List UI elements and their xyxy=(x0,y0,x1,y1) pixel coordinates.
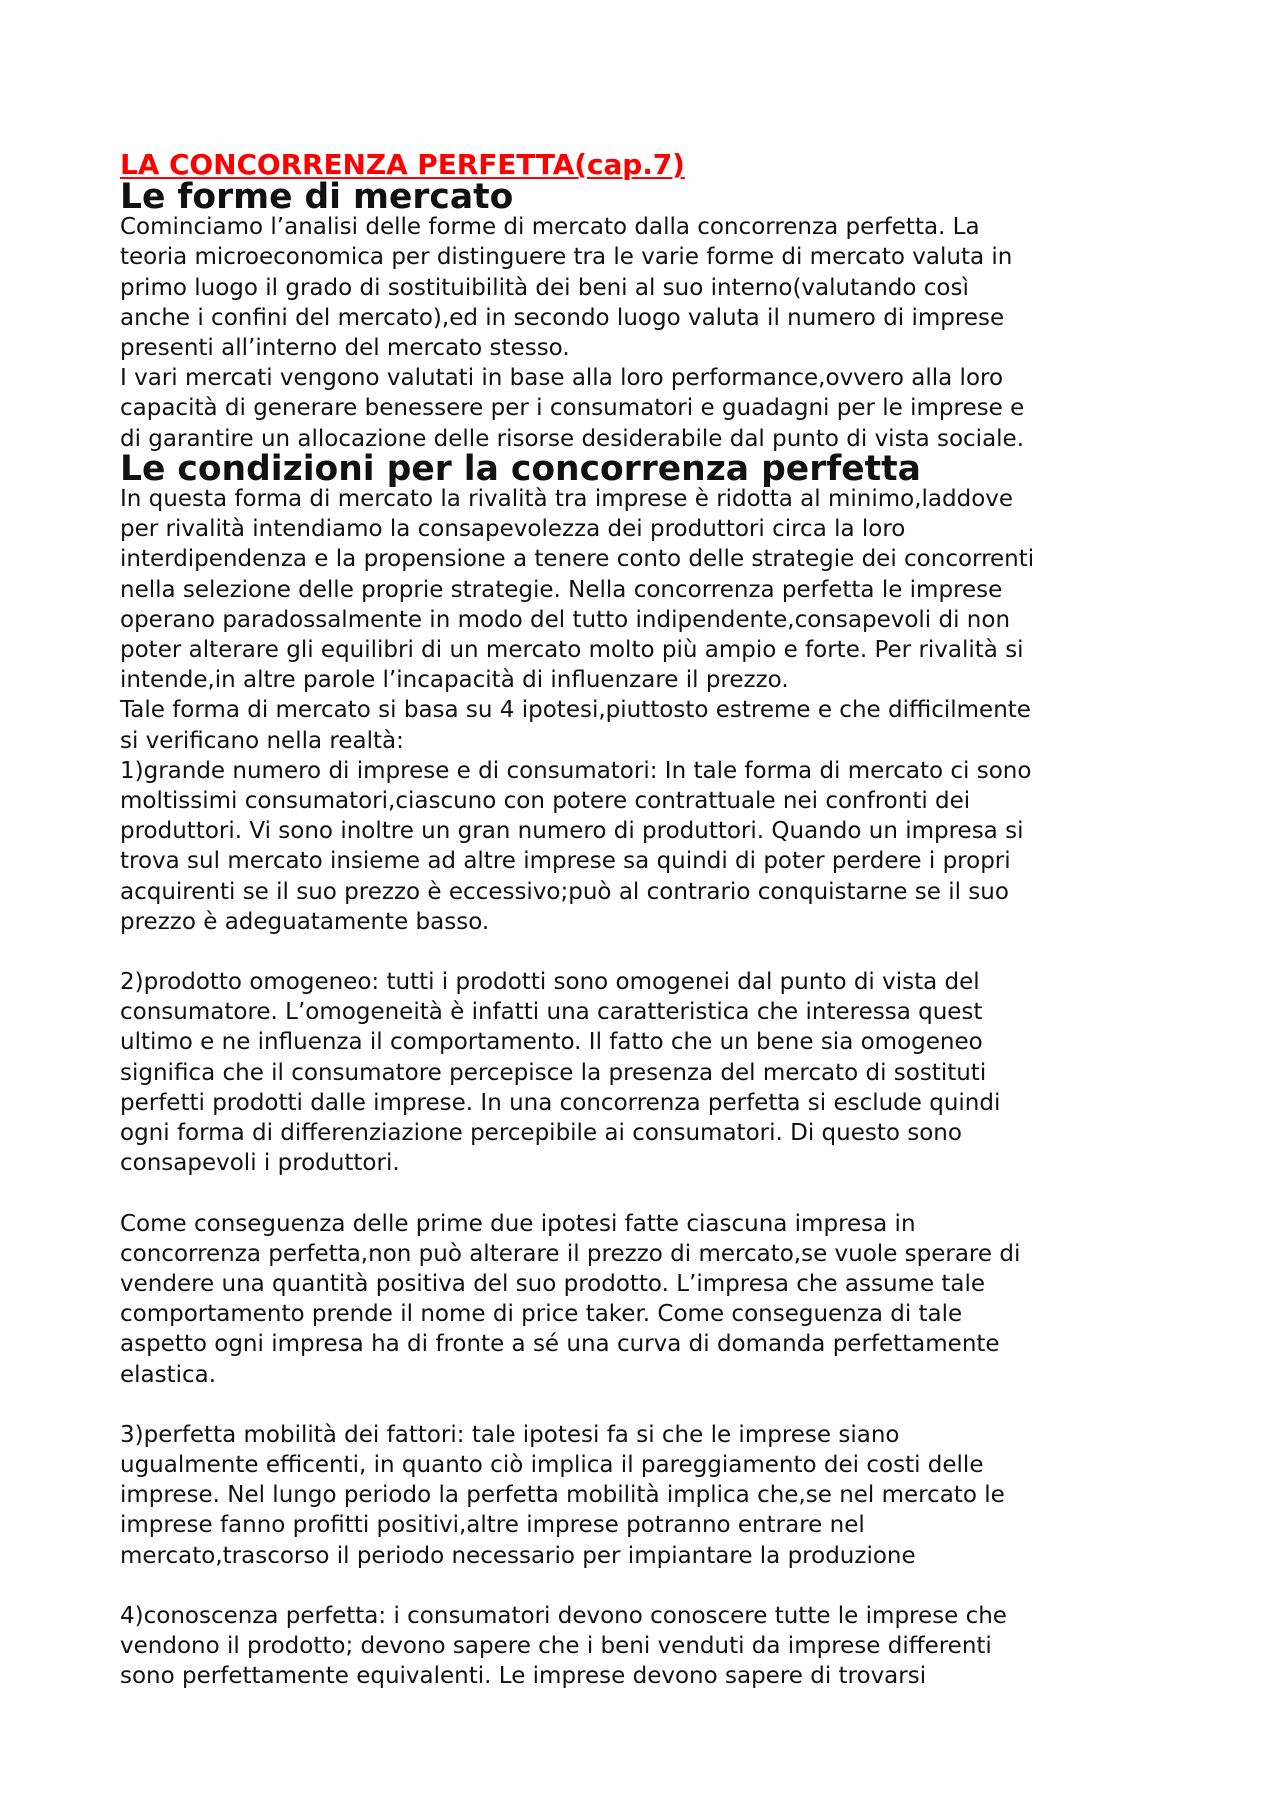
text-line: consumatore. L’omogeneità è infatti una caratteristica che interessa quest xyxy=(120,999,983,1026)
text-line: per rivalità intendiamo la consapevolezza dei produttori circa la loro xyxy=(120,516,906,543)
text-line: acquirenti se il suo prezzo è eccessivo;può al contrario conquistarne se il suo xyxy=(120,878,1009,905)
text-line: moltissimi consumatori,ciascuno con potere contrattuale nei confronti dei xyxy=(120,788,971,815)
text-line: operano paradossalmente in modo del tutto indipendente,consapevoli di non xyxy=(120,606,1011,633)
text-line: sono perfettamente equivalenti. Le imprese devono sapere di trovarsi xyxy=(120,1663,927,1690)
text-line: vendere una quantità positiva del suo prodotto. L’impresa che assume tale xyxy=(120,1270,986,1297)
text-line: concorrenza perfetta,non può alterare il prezzo di mercato,se vuole sperare di xyxy=(120,1240,1021,1267)
text-line: 3)perfetta mobilità dei fattori: tale ipotesi fa si che le imprese siano xyxy=(120,1421,900,1448)
paragraph xyxy=(120,363,1180,454)
text-line: trova sul mercato insieme ad altre imprese sa quindi di poter perdere i propri xyxy=(120,848,1011,875)
text-line: Tale forma di mercato si basa su 4 ipotesi,piuttosto estreme e che difficilmente xyxy=(120,697,1031,724)
text-line: aspetto ogni impresa ha di fronte a sé una curva di domanda perfettamente xyxy=(120,1331,1000,1358)
paragraph xyxy=(120,1601,1180,1692)
text-line: produttori. Vi sono inoltre un gran numero di produttori. Quando un impresa si xyxy=(120,818,1024,845)
text-line: di garantire un allocazione delle risorse desiderabile dal punto di vista sociale. xyxy=(120,425,1025,452)
text-line: mercato,trascorso il periodo necessario per impiantare la produzione xyxy=(120,1542,916,1569)
text-line: imprese. Nel lungo periodo la perfetta mobilità implica che,se nel mercato le xyxy=(120,1482,1005,1509)
text-line: prezzo è adeguatamente basso. xyxy=(120,908,490,935)
paragraph xyxy=(120,212,1180,363)
text-line: imprese fanno profitti positivi,altre imprese potranno entrare nel xyxy=(120,1512,865,1539)
text-line: significa che il consumatore percepisce la presenza del mercato di sostituti xyxy=(120,1059,987,1086)
text-line: I vari mercati vengono valutati in base alla loro performance,ovvero alla loro xyxy=(120,365,1004,392)
text-line: presenti all’interno del mercato stesso. xyxy=(120,335,570,362)
text-line: perfetti prodotti dalle imprese. In una concorrenza perfetta si esclude quindi xyxy=(120,1089,1001,1116)
paragraph xyxy=(120,756,1180,937)
text-line: primo luogo il grado di sostituibilità dei beni al suo interno(valutando così xyxy=(120,274,969,301)
document-body xyxy=(120,177,1180,1691)
section-heading: Le forme di mercato xyxy=(120,177,514,217)
text-line: interdipendenza e la propensione a tenere conto delle strategie dei concorrenti xyxy=(120,546,1035,573)
document-title: LA CONCORRENZA PERFETTA(cap.7) xyxy=(120,148,685,181)
text-line: si verificano nella realtà: xyxy=(120,727,404,754)
document-page xyxy=(120,148,1180,1691)
text-line: 1)grande numero di imprese e di consumatori: In tale forma di mercato ci sono xyxy=(120,757,1032,784)
text-line: intende,in altre parole l’incapacità di influenzare il prezzo. xyxy=(120,667,789,694)
text-line: 2)prodotto omogeneo: tutti i prodotti sono omogenei dal punto di vista del xyxy=(120,969,980,996)
text-line: In questa forma di mercato la rivalità tra imprese è ridotta al minimo,laddove xyxy=(120,486,1014,513)
text-line: 4)conoscenza perfetta: i consumatori devono conoscere tutte le imprese che xyxy=(120,1602,1007,1629)
text-line: comportamento prende il nome di price taker. Come conseguenza di tale xyxy=(120,1301,963,1328)
paragraph xyxy=(120,1209,1180,1390)
text-line: consapevoli i produttori. xyxy=(120,1150,400,1177)
text-line: teoria microeconomica per distinguere tra le varie forme di mercato valuta in xyxy=(120,244,1013,271)
text-line: anche i confini del mercato),ed in secondo luogo valuta il numero di imprese xyxy=(120,304,1005,331)
text-line: Come conseguenza delle prime due ipotesi fatte ciascuna impresa in xyxy=(120,1210,916,1237)
text-line: ugualmente efficenti, in quanto ciò implica il pareggiamento dei costi delle xyxy=(120,1451,984,1478)
text-line: capacità di generare benessere per i consumatori e guadagni per le imprese e xyxy=(120,395,1025,422)
section-heading: Le condizioni per la concorrenza perfetta xyxy=(120,448,921,489)
paragraph xyxy=(120,695,1180,755)
text-line: poter alterare gli equilibri di un mercato molto più ampio e forte. Per rivalità si xyxy=(120,637,1024,664)
text-line: ultimo e ne influenza il comportamento. Il fatto che un bene sia omogeneo xyxy=(120,1029,983,1056)
paragraph xyxy=(120,1420,1180,1571)
text-line: nella selezione delle proprie strategie. Nella concorrenza perfetta le imprese xyxy=(120,576,1003,603)
paragraph xyxy=(120,484,1180,695)
text-line: ogni forma di differenziazione percepibile ai consumatori. Di questo sono xyxy=(120,1120,962,1147)
text-line: vendono il prodotto; devono sapere che i beni venduti da imprese differenti xyxy=(120,1632,992,1659)
paragraph xyxy=(120,967,1180,1178)
text-line: elastica. xyxy=(120,1361,217,1388)
text-line: Cominciamo l’analisi delle forme di mercato dalla concorrenza perfetta. La xyxy=(120,214,980,241)
